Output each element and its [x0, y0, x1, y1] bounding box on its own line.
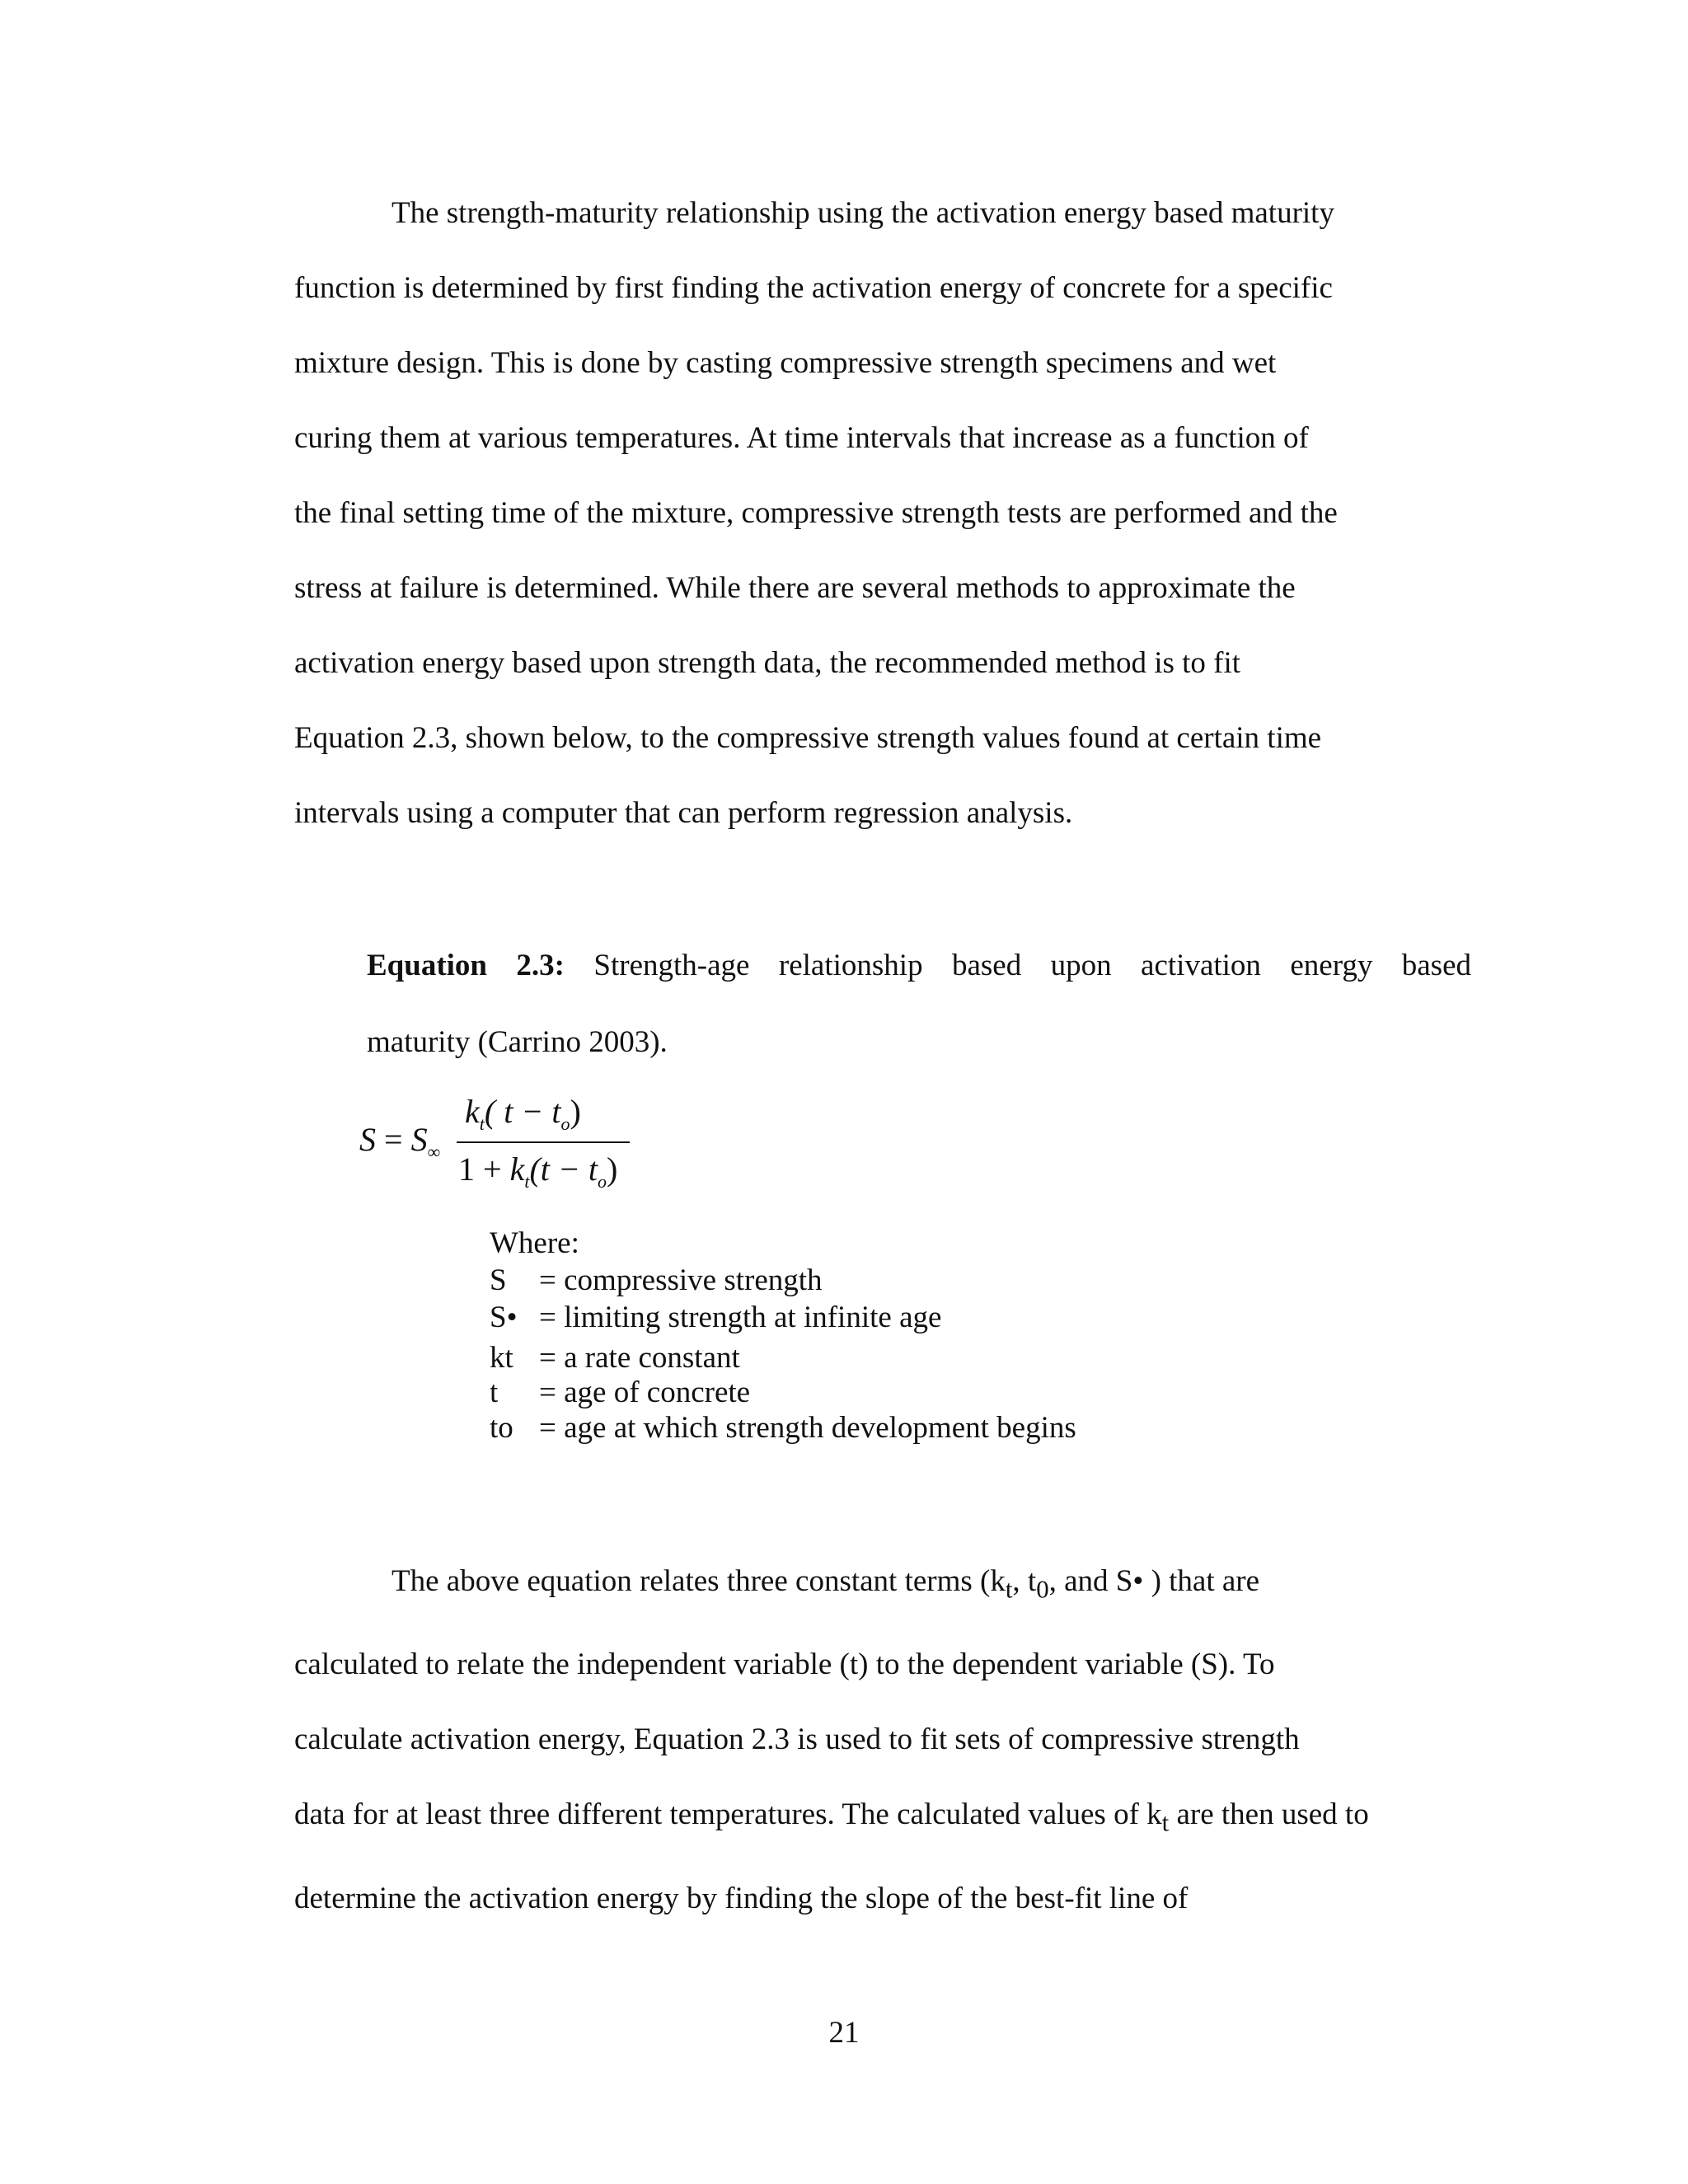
definition-symbol: S•: [490, 1301, 518, 1334]
text-line: Equation 2.3, shown below, to the compressive strength values found at certain time: [294, 721, 1322, 755]
equation-caption-text: Strength-age relationship based upon activation energy based: [593, 949, 1471, 982]
definition-row: [490, 1339, 1076, 1376]
definition-symbol: to: [490, 1411, 513, 1445]
variable-definitions: [490, 1225, 1076, 1446]
definition-row: [490, 1299, 1076, 1336]
text-line: intervals using a computer that can perform regression analysis.: [294, 796, 1073, 830]
text-line: calculated to relate the independent variable (t) to the dependent variable (S). To: [294, 1647, 1275, 1682]
definition-text: = age at which strength development begins: [539, 1411, 1076, 1445]
formula-numerator: $k_t$( $t - t_o$): [465, 1093, 581, 1134]
definition-text: = compressive strength: [539, 1263, 823, 1297]
equation-caption: [367, 927, 1471, 1080]
definition-symbol: S: [490, 1263, 507, 1297]
equation-formula: [359, 1092, 640, 1199]
equation-caption-line2: maturity (Carrino 2003).: [367, 1025, 668, 1059]
text-line: activation energy based upon strength data, the recommended method is to fit: [294, 646, 1241, 680]
text-line: the final setting time of the mixture, compressive strength tests are performed and the: [294, 496, 1338, 530]
text-line: stress at failure is determined. While there are several methods to approximate the: [294, 571, 1296, 605]
formula-lhs: $S = S_\infty$: [359, 1121, 441, 1162]
text-line: data for at least three different temperatures. The calculated values of $k_t$ are then used to: [294, 1797, 1369, 1837]
text-line: The above equation relates three constant terms ($k_t$, $t_0$, and S• ) that are: [392, 1564, 1260, 1604]
page-number: 21: [828, 2016, 860, 2050]
text-line: mixture design. This is done by casting compressive strength specimens and wet: [294, 346, 1277, 380]
definition-symbol: kt: [490, 1341, 513, 1375]
text-line: calculate activation energy, Equation 2.3 is used to fit sets of compressive strength: [294, 1722, 1300, 1757]
text-line: The strength-maturity relationship using the activation energy based maturity: [392, 196, 1334, 230]
fraction-bar: [457, 1141, 630, 1143]
paragraph-constant-terms: [294, 1544, 1448, 1936]
definition-text: = age of concrete: [539, 1376, 751, 1409]
formula-denominator: $1 + k_t(t - t_o)$: [458, 1151, 618, 1192]
paragraph-strength-maturity: [294, 176, 1448, 851]
definition-symbol: t: [490, 1376, 499, 1409]
definition-text: = a rate constant: [539, 1341, 740, 1375]
equation-label: Equation 2.3:: [367, 949, 565, 982]
definition-row: [490, 1409, 1076, 1446]
equation-caption-line1: [367, 927, 1471, 1004]
definition-row: [490, 1262, 1076, 1299]
text-line: function is determined by first finding the activation energy of concrete for a specific: [294, 271, 1333, 305]
where-title: Where:: [490, 1226, 579, 1260]
definition-text: = limiting strength at infinite age: [539, 1301, 942, 1334]
definition-row: [490, 1376, 1076, 1409]
text-line: determine the activation energy by finding the slope of the best-fit line of: [294, 1881, 1189, 1915]
text-line: curing them at various temperatures. At time intervals that increase as a function of: [294, 421, 1309, 455]
